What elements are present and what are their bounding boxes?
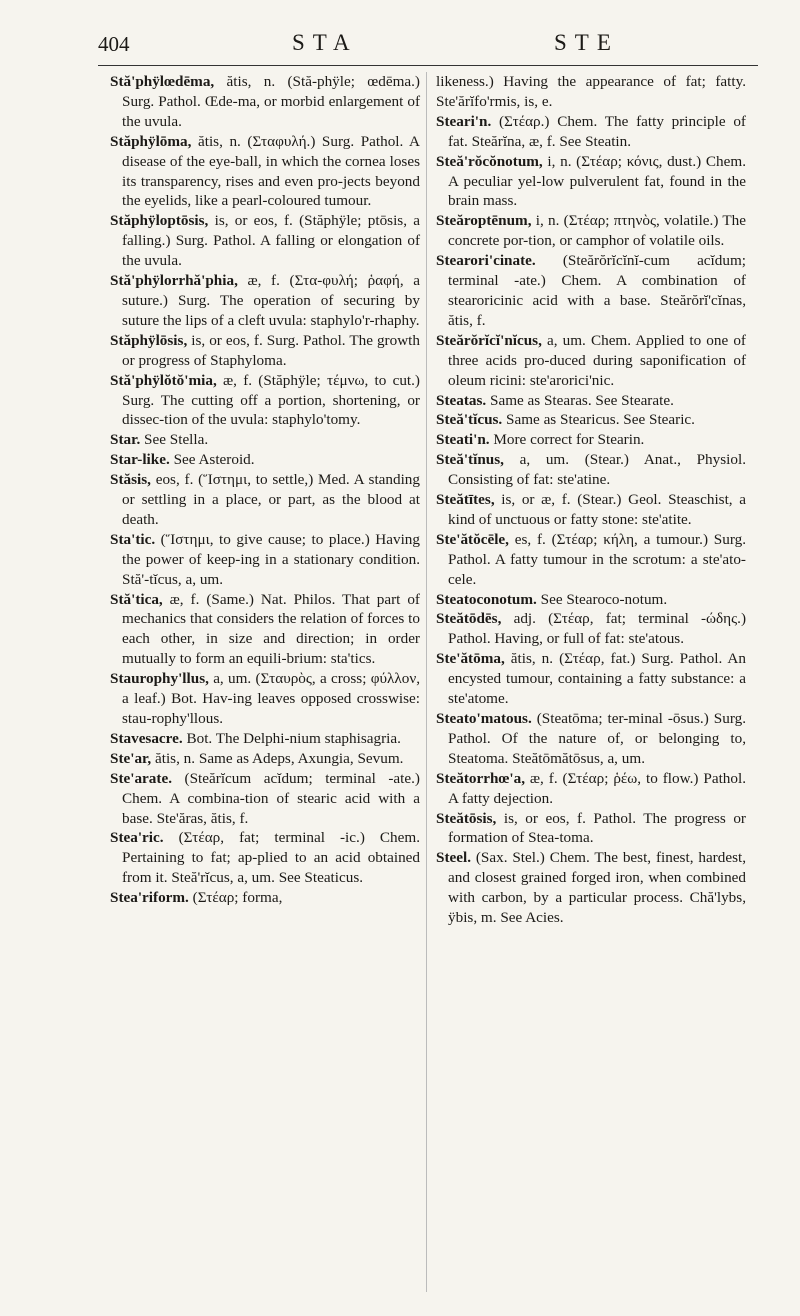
- entry-headword: Stă'tica,: [110, 590, 163, 608]
- dictionary-entry: [436, 430, 746, 450]
- dictionary-entry: [436, 251, 746, 331]
- entry-definition: likeness.) Having the appearance of fat; fatty. Ste'ărĭfo'rmis, is, e.: [436, 73, 746, 110]
- entry-headword: Steel.: [436, 849, 472, 867]
- dictionary-entry: [436, 211, 746, 251]
- entry-definition: See Asteroid.: [169, 451, 255, 469]
- entry-headword: Steăroptēnum,: [436, 212, 532, 230]
- entry-definition: Same as Stearas. See Stearate.: [486, 391, 674, 409]
- dictionary-entry: [436, 410, 746, 430]
- entry-definition: is, or eos, f. Surg. Pathol. The growth or progress of Staphyloma.: [122, 331, 420, 369]
- dictionary-entry: [436, 530, 746, 590]
- dictionary-entry: [436, 769, 746, 809]
- dictionary-entry: [436, 331, 746, 391]
- dictionary-entry: [110, 590, 420, 670]
- dictionary-entry: [436, 809, 746, 849]
- entry-definition: eos, f. (Ἵστημι, to settle,) Med. A standing or settling in a place, or part, as the blood at death.: [122, 471, 420, 528]
- entry-definition: ătis, n. Same as Adeps, Axungia, Sevum.: [151, 749, 404, 767]
- entry-definition: (Steărĭcum acĭdum; terminal -ate.) Chem. A combina-tion of stearic acid with a base. Ste'ăras, ătis, f.: [122, 769, 420, 827]
- dictionary-entry: [436, 848, 746, 928]
- entry-headword: Stă'phÿlorrhă'phia,: [110, 272, 238, 290]
- dictionary-entry: [436, 609, 746, 649]
- entry-headword: Stăsis,: [110, 471, 151, 489]
- entry-headword: Steătōdēs,: [436, 610, 502, 628]
- dictionary-entry: [436, 152, 746, 212]
- dictionary-entry: [110, 749, 420, 769]
- entry-headword: Ste'arate.: [110, 769, 172, 787]
- entry-headword: Steărŏrĭcĭ'nĭcus,: [436, 331, 542, 349]
- entry-definition: (Steărŏrĭcĭnĭ-cum acĭdum; terminal -ate.) Chem. A combination of stearoricinic acid with a base. Steărŏrĭ'cĭnas, ătis, f.: [448, 252, 746, 329]
- header-rule: [98, 65, 758, 66]
- dictionary-entry: [436, 72, 746, 112]
- entry-definition: is, or eos, f. Pathol. The progress or formation of Stea-toma.: [448, 809, 746, 847]
- dictionary-entry: [436, 450, 746, 490]
- entry-headword: Ste'ar,: [110, 749, 152, 767]
- entry-headword: Sta'tic.: [110, 530, 156, 548]
- entry-headword: Stea'ric.: [110, 829, 164, 847]
- entry-headword: Steă'rŏcŏnotum,: [436, 152, 543, 170]
- dictionary-entry: [110, 132, 420, 212]
- dictionary-entry: [110, 769, 420, 829]
- entry-headword: Star-like.: [110, 451, 170, 469]
- dictionary-entry: [110, 888, 420, 908]
- entry-definition: is, or æ, f. (Stear.) Geol. Steaschist, a kind of unctuous or fatty stone: ste'atite.: [448, 491, 746, 528]
- dictionary-entry: [110, 211, 420, 271]
- entry-definition: æ, f. (Stăphÿle; τέμνω, to cut.) Surg. The cutting off a portion, shortening, or dissec-tion of the uvula: staphylo'tomy.: [122, 371, 420, 429]
- dictionary-entry: [436, 590, 746, 610]
- entry-definition: See Stearoco-notum.: [536, 590, 668, 608]
- entry-definition: i, n. (Στέαρ; πτηνὸς, volatile.) The concrete por-tion, or camphor of volatile oils.: [448, 212, 746, 250]
- entry-headword: Stăphÿlōma,: [110, 132, 192, 150]
- entry-headword: Steătorrhœ'a,: [436, 769, 525, 787]
- entry-definition: is, or eos, f. (Stăphÿle; ptōsis, a falling.) Surg. Pathol. A falling or elongation of the uvula.: [122, 212, 420, 270]
- left-guide-word: STA: [292, 30, 358, 55]
- dictionary-entry: [110, 371, 420, 431]
- entry-definition: Same as Stearicus. See Stearic.: [502, 411, 695, 429]
- entry-definition: More correct for Stearin.: [489, 431, 645, 449]
- entry-headword: Stă'phÿlŏtŏ'mia,: [110, 371, 217, 389]
- entry-headword: Stearori'cinate.: [436, 252, 536, 270]
- entry-definition: (Steatōma; ter-minal -ōsus.) Surg. Pathol. Of the nature of, or belonging to, Steatoma. Steătōmătōsus, a, um.: [448, 710, 746, 767]
- entry-headword: Steatoconotum.: [436, 590, 537, 608]
- entry-definition: æ, f. (Στέαρ; ῥέω, to flow.) Pathol. A fatty dejection.: [448, 769, 746, 807]
- entry-headword: Steătītes,: [436, 491, 495, 509]
- entry-definition: ătis, n. (Στέαρ, fat.) Surg. Pathol. An encysted tumour, containing a fatty substance: a ste'atome.: [448, 650, 746, 708]
- entry-headword: Steato'matous.: [436, 710, 532, 727]
- entry-definition: (Στέαρ, fat; terminal -ic.) Chem. Pertaining to fat; ap-plied to an acid obtained from it. Steă'rĭcus, a, um. See Steaticus.: [122, 829, 420, 887]
- dictionary-entry: [436, 490, 746, 530]
- entry-definition: a, um. (Stear.) Anat., Physiol. Consisting of fat: ste'atine.: [448, 451, 746, 489]
- right-guide-word: STE: [554, 30, 619, 55]
- dictionary-entry: [436, 112, 746, 152]
- entry-headword: Steati'n.: [436, 431, 490, 449]
- entry-headword: Stăphÿloptōsis,: [110, 212, 209, 230]
- entry-headword: Stavesacre.: [110, 729, 183, 747]
- entry-definition: æ, f. (Same.) Nat. Philos. That part of mechanics that considers the relation of forces to each other, in size and direction; in order mutually to form an equili-brium: sta'tics.: [122, 590, 420, 668]
- dictionary-entry: [436, 391, 746, 411]
- entry-definition: æ, f. (Στα-φυλή; ῥαφή, a suture.) Surg. The operation of securing by suture the lips of a cleft uvula: staphylo'r-rhaphy.: [122, 272, 420, 329]
- entry-headword: Steă'tĭnus,: [436, 451, 504, 469]
- entry-definition: a, um. Chem. Applied to one of three acids pro-duced during saponification of oleum ricini: ste'arorici'nic.: [448, 331, 746, 389]
- entry-definition: (Στέαρ; forma,: [188, 889, 283, 907]
- entry-headword: Star.: [110, 431, 141, 449]
- entry-definition: (Ἵστημι, to give cause; to place.) Having the power of keep-ing in a stationary condition. Stă'-tĭcus, a, um.: [122, 530, 420, 588]
- entry-headword: Steă'tĭcus.: [436, 411, 503, 429]
- entry-definition: See Stella.: [140, 431, 209, 449]
- dictionary-entry: [110, 470, 420, 530]
- entry-headword: Stăphÿlōsis,: [110, 331, 188, 349]
- page-number: 404: [98, 32, 130, 56]
- entry-definition: es, f. (Στέαρ; κήλη, a tumour.) Surg. Pathol. A fatty tumour in the scrotum: a ste'ato-cele.: [448, 530, 746, 588]
- dictionary-entry: [110, 530, 420, 590]
- entry-headword: Ste'ătōma,: [436, 650, 505, 668]
- entry-headword: Stea'riform.: [110, 889, 189, 907]
- left-column: [110, 72, 420, 908]
- entry-headword: Staurophy'llus,: [110, 670, 209, 688]
- entry-headword: Steari'n.: [436, 112, 492, 130]
- dictionary-entry: [110, 331, 420, 371]
- entry-headword: Ste'ătŏcēle,: [436, 530, 509, 548]
- dictionary-entry: [110, 828, 420, 888]
- dictionary-entry: [110, 450, 420, 470]
- dictionary-entry: [110, 72, 420, 132]
- entry-definition: (Sax. Stel.) Chem. The best, finest, hardest, and closest grained forged iron, when combined with carbon, by a particular process. Chă'lybs, ÿbis, m. See Acies.: [448, 849, 746, 927]
- entry-definition: ătis, n. (Stă-phÿle; œdēma.) Surg. Pathol. Œde-ma, or morbid enlargement of the uvula.: [122, 73, 420, 130]
- dictionary-entry: [110, 729, 420, 749]
- entry-definition: adj. (Στέαρ, fat; terminal -ώδης.) Pathol. Having, or full of fat: ste'atous.: [448, 610, 746, 648]
- page-header: [98, 26, 748, 62]
- entry-definition: (Στέαρ.) Chem. The fatty principle of fat. Steărĭna, æ, f. See Steatin.: [448, 112, 746, 150]
- dictionary-entry: [436, 649, 746, 709]
- dictionary-entry: [110, 669, 420, 729]
- column-divider: [426, 72, 427, 1292]
- entry-headword: Steatas.: [436, 391, 487, 409]
- dictionary-entry: [110, 430, 420, 450]
- entry-headword: Stă'phÿlœdēma,: [110, 73, 215, 90]
- entry-headword: Steătōsis,: [436, 809, 497, 827]
- dictionary-entry: [110, 271, 420, 331]
- entry-definition: a, um. (Σταυρὸς, a cross; φύλλον, a leaf.) Bot. Hav-ing leaves opposed crosswise: stau-rophy'llous.: [122, 670, 420, 727]
- entry-definition: i, n. (Στέαρ; κόνις, dust.) Chem. A peculiar yel-low pulverulent fat, found in the brain mass.: [448, 152, 746, 210]
- right-column: [436, 72, 746, 928]
- entry-definition: Bot. The Delphi-nium staphisagria.: [182, 729, 401, 747]
- dictionary-entry: [436, 709, 746, 769]
- entry-definition: ătis, n. (Σταφυλή.) Surg. Pathol. A disease of the eye-ball, in which the cornea loses its transparency, rises and even pro-jects beyond the eyelids, like a pearl-coloured tumour.: [122, 132, 420, 210]
